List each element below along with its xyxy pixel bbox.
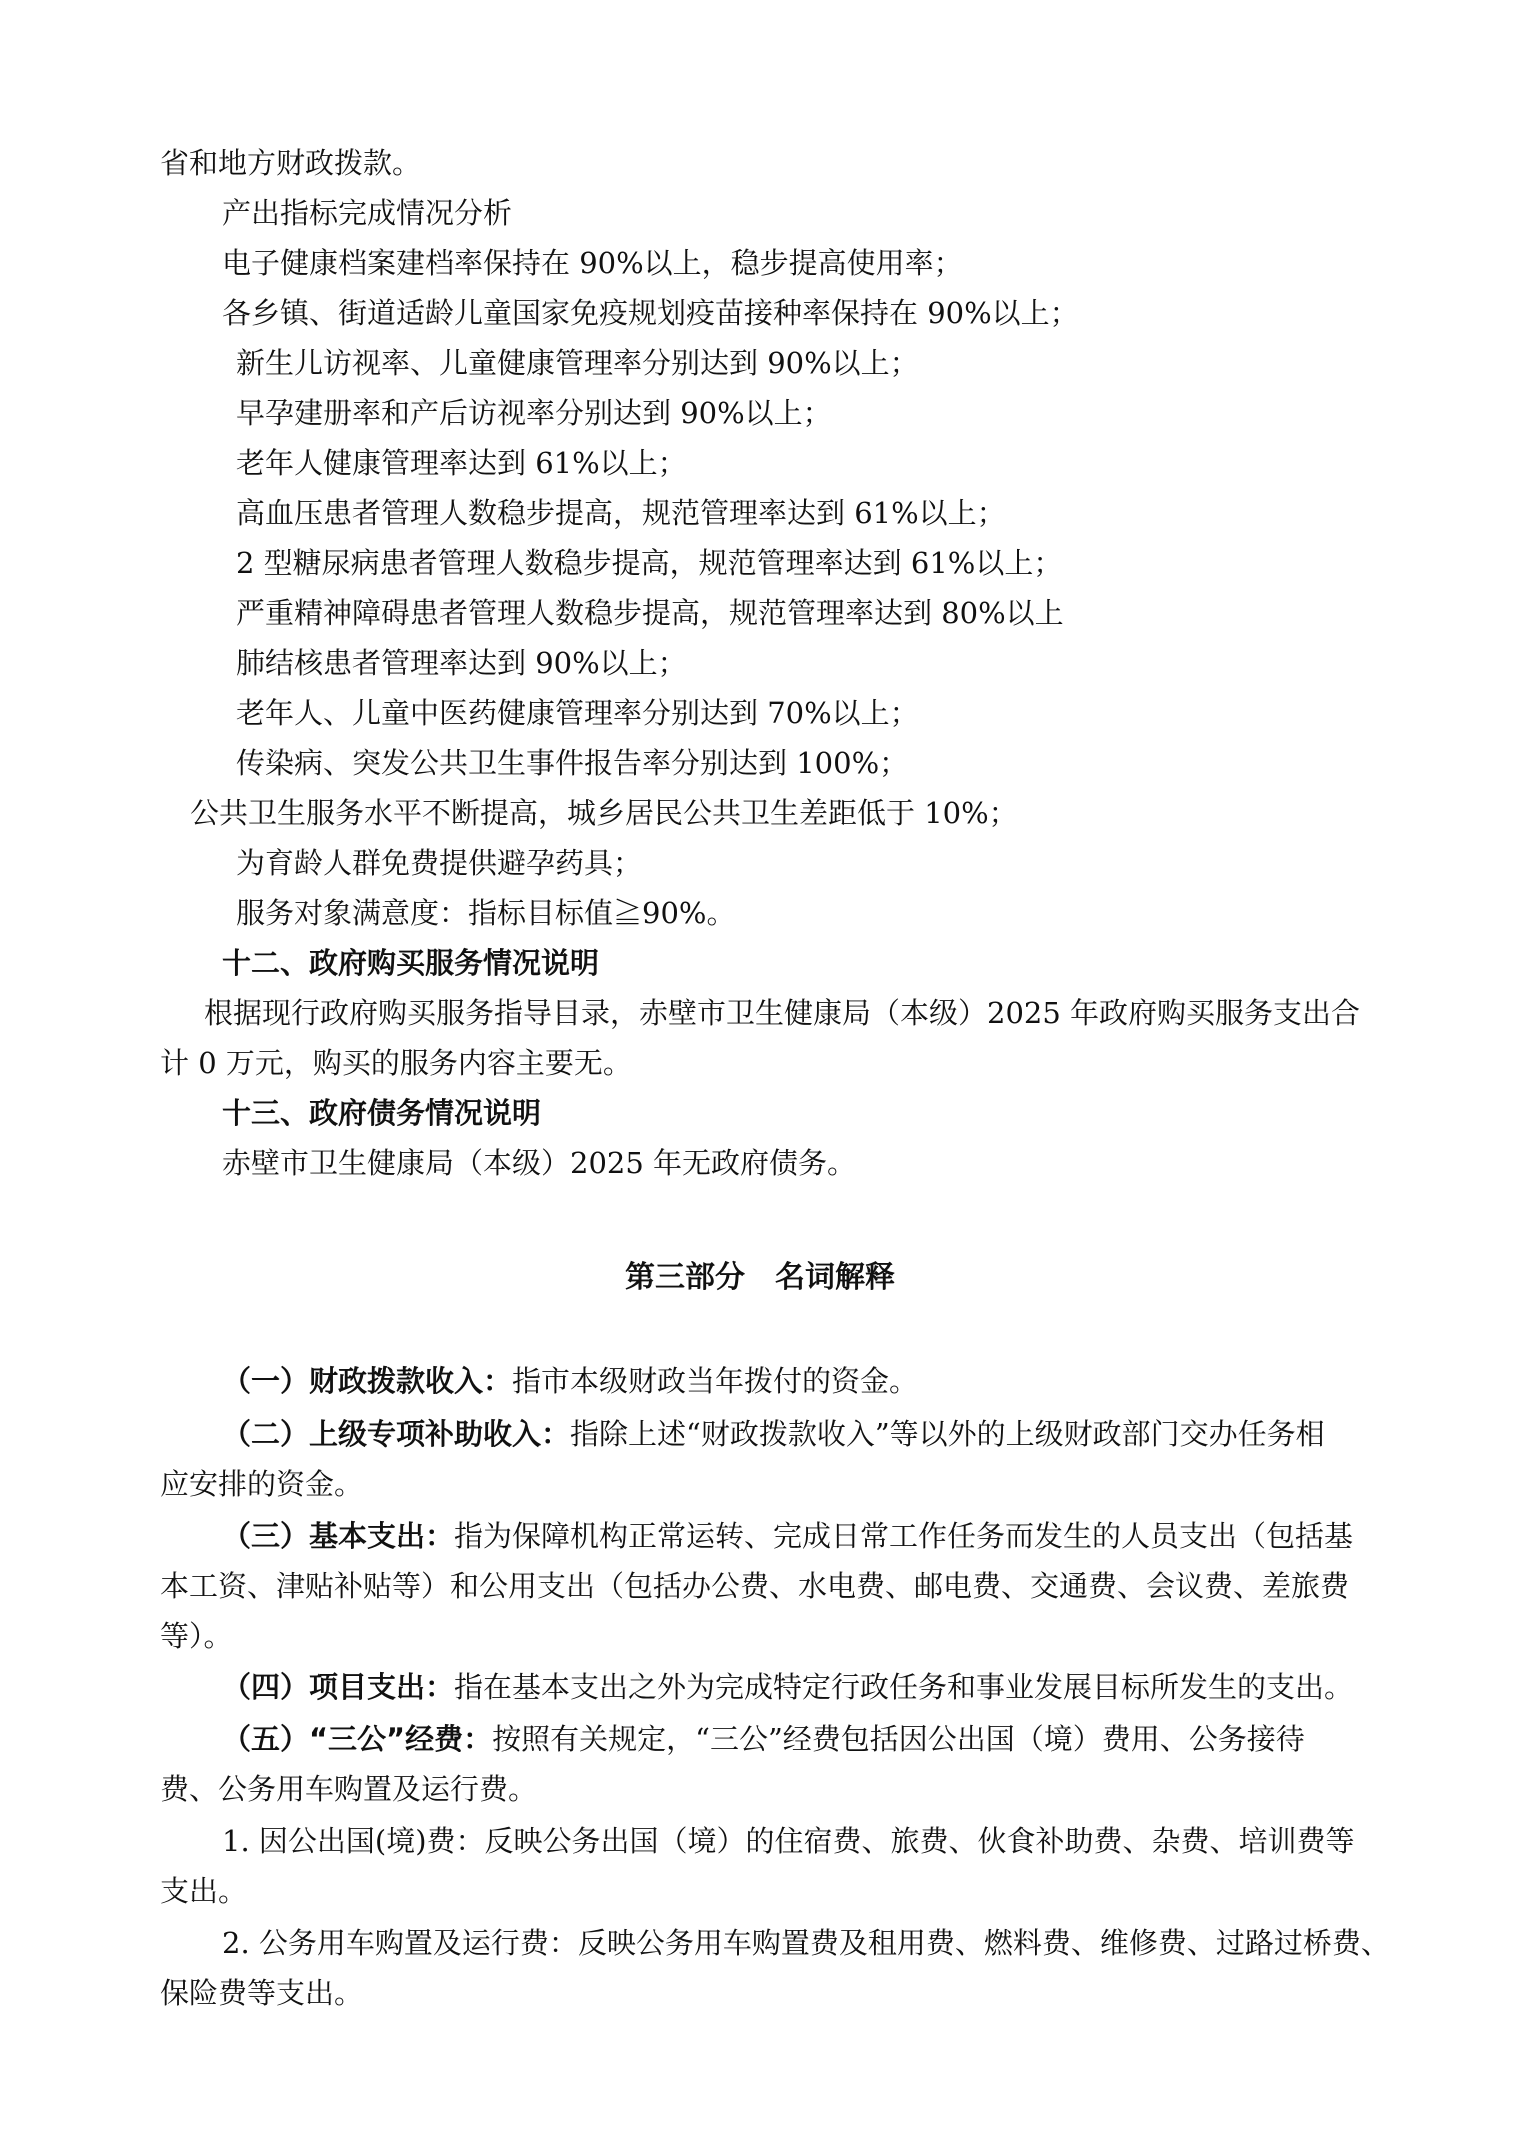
indicator-item: 2 型糖尿病患者管理人数稳步提高，规范管理率达到 61%以上； bbox=[236, 546, 1063, 580]
indicator-item: 新生儿访视率、儿童健康管理率分别达到 90%以上； bbox=[236, 346, 919, 380]
sub-definition-continuation: 保险费等支出。 bbox=[160, 1976, 364, 2010]
indicator-item: 服务对象满意度：指标目标值≧90%。 bbox=[236, 896, 736, 930]
indicator-item: 各乡镇、街道适龄儿童国家免疫规划疫苗接种率保持在 90%以上； bbox=[222, 296, 1079, 330]
indicator-item: 老年人健康管理率达到 61%以上； bbox=[236, 446, 687, 480]
paragraph-continuation: 省和地方财政拨款。 bbox=[160, 146, 422, 180]
definition-text: 指市本级财政当年拨付的资金。 bbox=[512, 1364, 919, 1398]
definition-text: 按照有关规定，“三公”经费包括因公出国（境）费用、公务接待 bbox=[492, 1722, 1305, 1756]
definition-text: 指为保障机构正常运转、完成日常工作任务而发生的人员支出（包括基 bbox=[454, 1519, 1354, 1553]
paragraph-continuation: 计 0 万元，购买的服务内容主要无。 bbox=[160, 1046, 632, 1080]
definition-term: （三）基本支出： bbox=[222, 1519, 455, 1553]
section-heading-12: 十二、政府购买服务情况说明 bbox=[222, 946, 600, 980]
definition-5 bbox=[222, 1716, 1305, 1762]
definition-text: 指在基本支出之外为完成特定行政任务和事业发展目标所发生的支出。 bbox=[454, 1670, 1354, 1704]
part-title: 第三部分 名词解释 bbox=[625, 1260, 895, 1295]
indicator-item: 早孕建册率和产后访视率分别达到 90%以上； bbox=[236, 396, 832, 430]
output-indicator-heading: 产出指标完成情况分析 bbox=[222, 196, 513, 230]
paragraph: 根据现行政府购买服务指导目录，赤壁市卫生健康局（本级）2025 年政府购买服务支出合 bbox=[204, 996, 1361, 1030]
definition-4 bbox=[222, 1664, 1353, 1710]
sub-definition-2: 2. 公务用车购置及运行费：反映公务用车购置费及租用费、燃料费、维修费、过路过桥费、 bbox=[222, 1926, 1390, 1960]
indicator-item: 严重精神障碍患者管理人数稳步提高，规范管理率达到 80%以上 bbox=[236, 596, 1064, 630]
definition-term: （五）“三公”经费： bbox=[222, 1722, 493, 1756]
definition-continuation: 本工资、津贴补贴等）和公用支出（包括办公费、水电费、邮电费、交通费、会议费、差旅费 bbox=[160, 1569, 1350, 1603]
section-heading-13: 十三、政府债务情况说明 bbox=[222, 1096, 542, 1130]
indicator-item: 肺结核患者管理率达到 90%以上； bbox=[236, 646, 687, 680]
definition-3 bbox=[222, 1513, 1353, 1559]
indicator-item: 为育龄人群免费提供避孕药具； bbox=[236, 846, 643, 880]
indicator-item: 老年人、儿童中医药健康管理率分别达到 70%以上； bbox=[236, 696, 919, 730]
indicator-item: 高血压患者管理人数稳步提高，规范管理率达到 61%以上； bbox=[236, 496, 1006, 530]
definition-continuation: 应安排的资金。 bbox=[160, 1467, 364, 1501]
definition-term: （二）上级专项补助收入： bbox=[222, 1417, 571, 1451]
sub-definition-continuation: 支出。 bbox=[160, 1874, 248, 1908]
definition-1 bbox=[222, 1358, 918, 1404]
paragraph: 赤壁市卫生健康局（本级）2025 年无政府债务。 bbox=[222, 1146, 857, 1180]
indicator-item: 公共卫生服务水平不断提高，城乡居民公共卫生差距低于 10%； bbox=[190, 796, 1018, 830]
definition-term: （一）财政拨款收入： bbox=[222, 1364, 513, 1398]
definition-2 bbox=[222, 1411, 1325, 1457]
indicator-item: 传染病、突发公共卫生事件报告率分别达到 100%； bbox=[236, 746, 909, 780]
definition-text: 指除上述“财政拨款收入”等以外的上级财政部门交办任务相 bbox=[570, 1417, 1325, 1451]
definition-continuation: 费、公务用车购置及运行费。 bbox=[160, 1772, 538, 1806]
definition-term: （四）项目支出： bbox=[222, 1670, 455, 1704]
definition-continuation: 等）。 bbox=[160, 1619, 233, 1653]
indicator-item: 电子健康档案建档率保持在 90%以上，稳步提高使用率； bbox=[222, 246, 963, 280]
sub-definition-1: 1. 因公出国(境)费：反映公务出国（境）的住宿费、旅费、伙食补助费、杂费、培训费等 bbox=[222, 1824, 1355, 1858]
